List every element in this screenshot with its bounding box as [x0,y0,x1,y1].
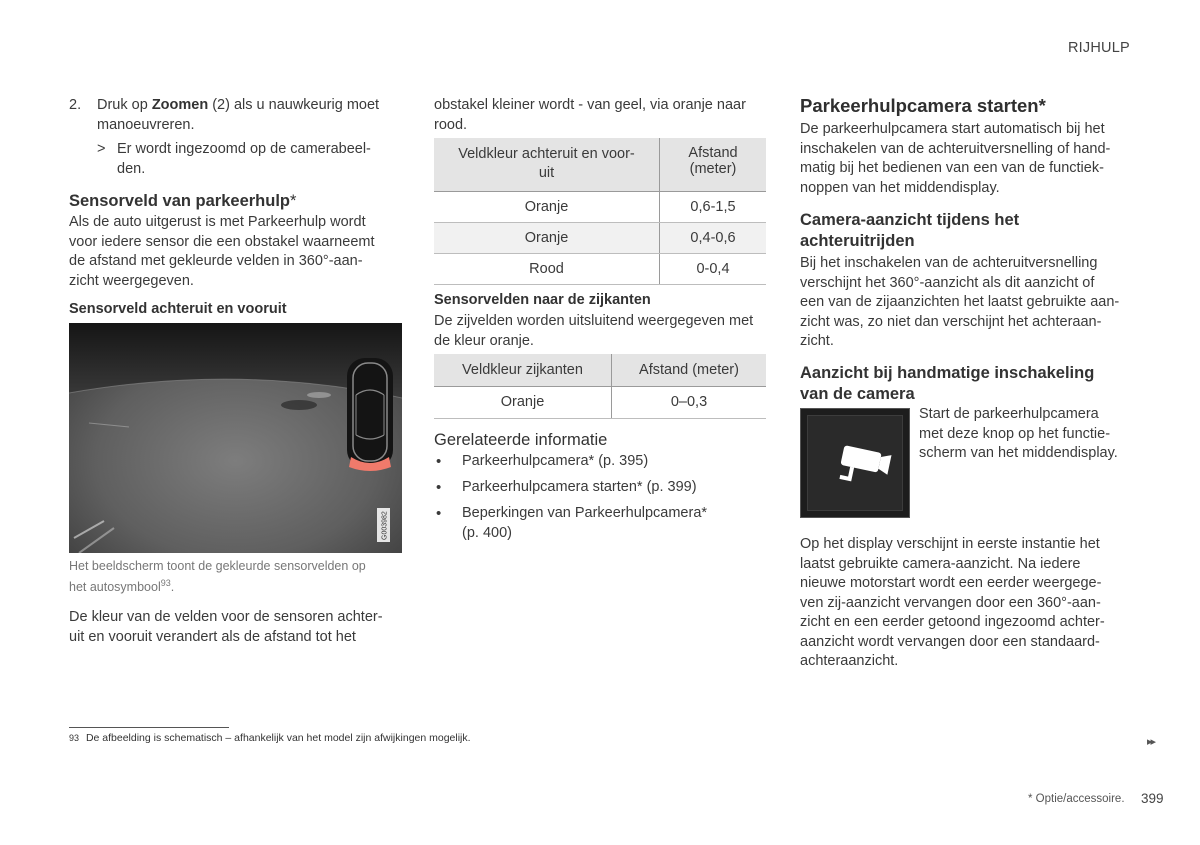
side-sensor-paragraph: De zijvelden worden uitsluitend weergegeven met de kleur oranje. [434,313,754,349]
car-symbol [347,358,393,468]
step-text-post: (2) als u nauwkeurig moet [208,97,380,113]
table-header: Veldkleur zijkanten [434,354,612,386]
step-item [69,96,409,135]
table-row: Oranje 0,4-0,6 [434,222,766,253]
table-row: Oranje 0,6-1,5 [434,191,766,222]
footnote-number: 93 [69,733,80,743]
result-line1: Er wordt ingezoomd op de camerabeel- [117,141,371,157]
rear-front-distance-table [434,138,766,285]
camera-scene [69,323,402,553]
camera-icon [801,409,911,519]
table-header: Veldkleur achteruit en voor- uit [434,138,660,191]
table-row: Oranje 0–0,3 [434,386,766,418]
camera-image [69,323,402,553]
step-number: 2. [69,97,82,113]
image-code: G003982 [381,511,389,540]
manual-activation-heading: Aanzicht bij handmatige inschakeling van de camera [800,364,1095,403]
sensor-field-heading: Sensorveld van parkeerhulp* [69,192,297,210]
footnote-text: De afbeelding is schematisch – afhankelijk van het model zijn afwijkingen mogelijk. [85,732,471,744]
related-link[interactable]: • Parkeerhulpcamera starten* (p. 399) [434,478,754,498]
section-title: RIJHULP [1068,40,1130,56]
color-change-paragraph: obstakel kleiner wordt - van geel, via oranje naar rood. [434,97,746,133]
table-header: Afstand (meter) [612,354,767,386]
step-text-pre: Druk op [97,97,152,113]
footnote-ref: 93 [160,578,171,588]
step-text-line2: manoeuvreren. [97,116,195,133]
sensor-front-rear-subheading: Sensorveld achteruit en vooruit [69,301,287,317]
footnote-rule [69,727,229,728]
page-title: Parkeerhulpcamera starten* [800,95,1046,116]
result-line2: den. [117,160,146,177]
related-link[interactable]: • Parkeerhulpcamera* (p. 395) [434,452,754,472]
related-link[interactable]: • Beperkingen van Parkeerhulpcamera* (p. 400) [434,504,754,543]
table-row: Rood 0-0,4 [434,253,766,284]
zoom-label: Zoomen [151,97,209,113]
display-paragraph: Op het display verschijnt in eerste instantie het laatst gebruikte camera-aanzicht. Na iedere nieuwe motorstart wordt een eerder weergege- ven zij-aanzicht vervangen door een 360°-aan- zicht en een eerder getoond ingezoomd achter- aanzicht wordt vervangen door een standaard- achteraanzicht. [800,536,1105,669]
related-info-heading: Gerelateerde informatie [434,431,608,449]
step-result [97,140,397,179]
side-sensor-subheading: Sensorvelden naar de zijkanten [434,292,651,308]
result-marker: > [97,141,106,157]
footnote [69,732,471,744]
continue-arrows-icon: ▸▸ [1147,736,1155,748]
image-caption: Het beeldscherm toont de gekleurde sensorvelden op het autosymbool$^{93}$. [69,559,366,595]
reverse-view-heading: Camera-aanzicht tijdens het achteruitrijden [800,211,1020,250]
sensor-color-paragraph: De kleur van de velden voor de sensoren achter- uit en vooruit verandert als de afstand tot het [69,609,383,645]
page-number: 399 [1141,791,1164,806]
side-distance-table [434,354,766,419]
sensor-field-paragraph: Als de auto uitgerust is met Parkeerhulp wordt voor iedere sensor die een obstakel waarneemt de afstand met gekleurde velden in 360°-aan- zicht weergegeven. [69,214,375,289]
option-note: * Optie/accessoire. [1028,793,1125,805]
related-links [434,452,754,550]
intro-paragraph: De parkeerhulpcamera start automatisch bij het inschakelen van de achteruitversnelling of hand- matig bij het bedienen van een van de functiek- noppen van het middendisplay. [800,121,1111,196]
table-header: Afstand (meter) [660,138,767,191]
camera-button [800,408,910,518]
button-description: Start de parkeerhulpcamera met deze knop op het functie- scherm van het middendisplay. [919,406,1118,461]
reverse-view-paragraph: Bij het inschakelen van de achteruitversnelling verschijnt het 360°-aanzicht als dit aanzicht of een van de zijaanzichten het laatst gebruikte aan- zicht was, zo niet dan verschijnt het achteraan- zicht. [800,255,1120,349]
